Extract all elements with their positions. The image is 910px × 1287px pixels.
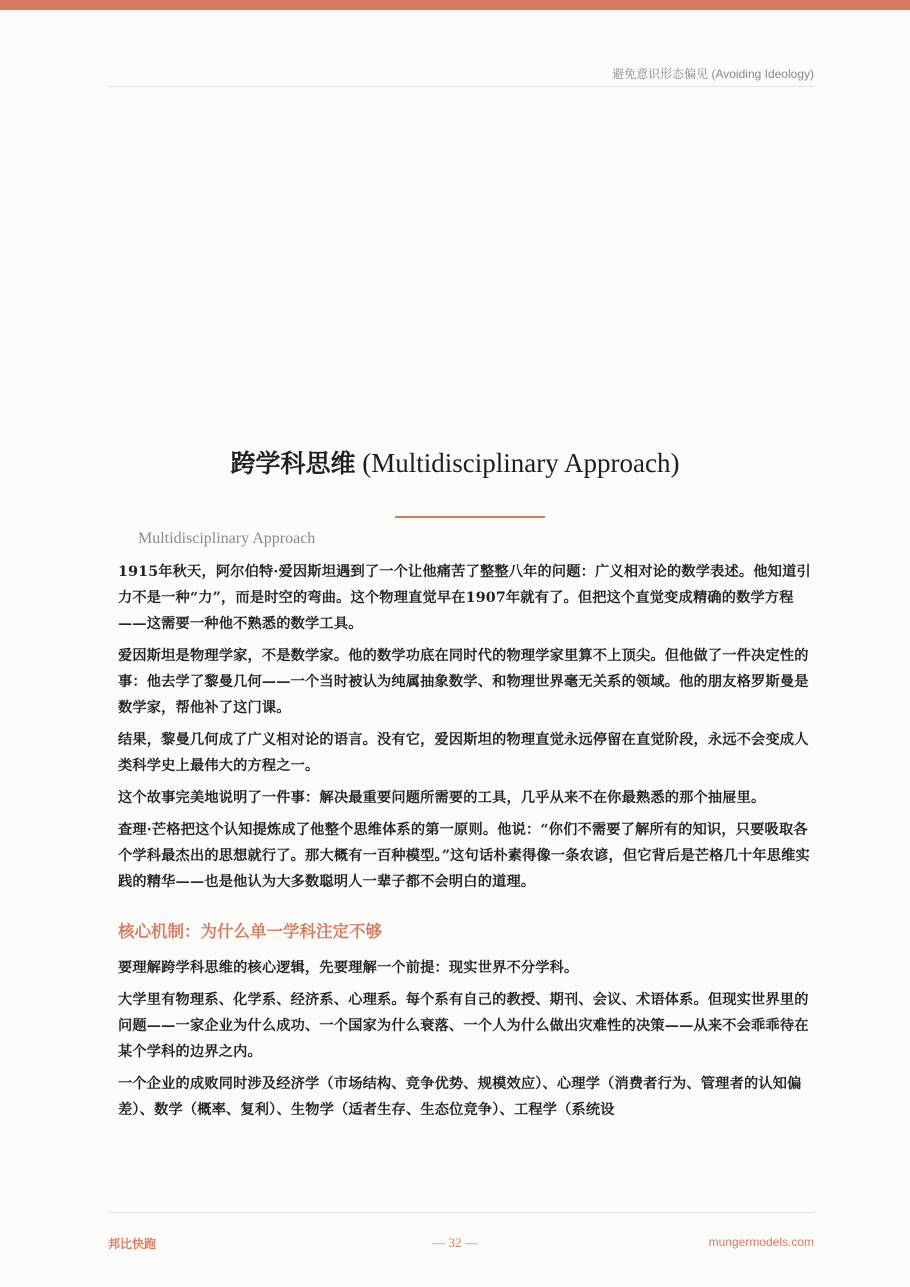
top-accent-bar bbox=[0, 0, 910, 10]
paragraph: 结果，黎曼几何成了广义相对论的语言。没有它，爱因斯坦的物理直觉永远停留在直觉阶段，永远不会变成人类科学史上最伟大的方程之一。 bbox=[118, 732, 809, 774]
paragraph: 一个企业的成败同时涉及经济学（市场结构、竞争优势、规模效应）、心理学（消费者行为、管理者的认知偏差）、数学（概率、复利）、生物学（适者生存、生态位竞争）、工程学（系统设 bbox=[118, 1076, 802, 1118]
paragraph: 要理解跨学科思维的核心逻辑，先要理解一个前提：现实世界不分学科。 bbox=[118, 960, 579, 976]
paragraph: 大学里有物理系、化学系、经济系、心理系。每个系有自己的教授、期刊、会议、术语体系。但现实世界里的问题——一家企业为什么成功、一个国家为什么衰落、一个人为什么做出灾难性的决策——从来不会乖乖待在某个学科的边界之内。 bbox=[118, 992, 809, 1060]
paragraph: 1915年秋天，阿尔伯特·爱因斯坦遇到了一个让他痛苦了整整八年的问题：广义相对论的数学表述。他知道引力不是一种“力”，而是时空的弯曲。这个物理直觉早在1907年就有了。但把这个直觉变成精确的数学方程——这需要一种他不熟悉的数学工具。 bbox=[118, 564, 811, 632]
chapter-body bbox=[118, 559, 818, 1129]
chapter-title-cn: 跨学科思维 bbox=[230, 449, 356, 478]
paragraph: 查理·芒格把这个认知提炼成了他整个思维体系的第一原则。他说：“你们不需要了解所有的知识，只要吸取各个学科最杰出的思想就行了。那大概有一百种模型。”这句话朴素得像一条农谚，但它背后是芒格几十年思维实践的精华——也是他认为大多数聪明人一辈子都不会明白的道理。 bbox=[118, 822, 810, 890]
header-divider bbox=[108, 86, 814, 87]
paragraph: 爱因斯坦是物理学家，不是数学家。他的数学功底在同时代的物理学家里算不上顶尖。但他做了一件决定性的事：他去学了黎曼几何——一个当时被认为纯属抽象数学、和物理世界毫无关系的领域。他的朋友格罗斯曼是数学家，帮他补了这门课。 bbox=[118, 648, 809, 716]
paragraph: 这个故事完美地说明了一件事：解决最重要问题所需要的工具，几乎从来不在你最熟悉的那个抽屉里。 bbox=[118, 790, 766, 806]
running-header: 避免意识形态偏见 (Avoiding Ideology) bbox=[612, 67, 814, 81]
footer-divider bbox=[108, 1212, 814, 1213]
chapter-subtitle: Multidisciplinary Approach bbox=[138, 530, 316, 547]
footer-website: mungermodels.com bbox=[708, 1235, 814, 1249]
page-number: — 32 — bbox=[432, 1235, 478, 1250]
title-divider bbox=[395, 516, 545, 518]
section-heading: 核心机制：为什么单一学科注定不够 bbox=[118, 922, 382, 941]
footer-brand: 邦比快跑 bbox=[108, 1237, 157, 1251]
chapter-title-en: (Multidisciplinary Approach) bbox=[355, 448, 680, 478]
chapter-title bbox=[0, 444, 910, 480]
